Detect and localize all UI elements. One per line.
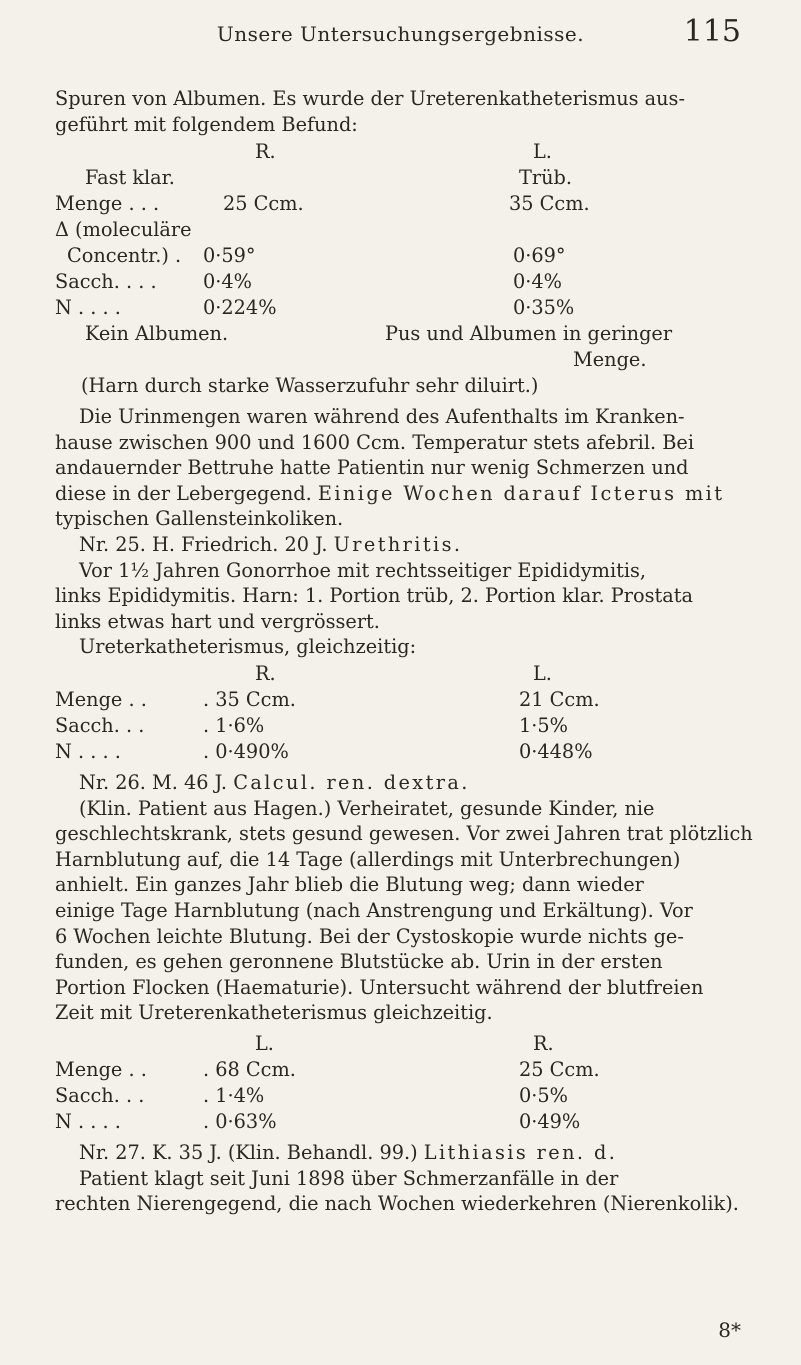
- paragraph-hospital-stay: [55, 404, 740, 532]
- spaced-text: Einige Wochen darauf Icterus mit: [317, 481, 725, 505]
- cell-left: . 35 Ccm.: [203, 688, 296, 711]
- row-label: N . . . .: [55, 1110, 121, 1133]
- cell-left: . 0·63%: [203, 1110, 277, 1133]
- text-line: Harnblutung auf, die 14 Tage (allerdings mit Unterbrechungen): [55, 847, 681, 871]
- text-span: diese in der Lebergegend.: [55, 481, 312, 505]
- table-row: [55, 1110, 755, 1136]
- column-header-right: L.: [533, 140, 552, 163]
- cell-left: . 68 Ccm.: [203, 1058, 296, 1081]
- row-label: Menge . . .: [55, 192, 160, 215]
- text-line: anhielt. Ein ganzes Jahr blieb die Blutung weg; dann wieder: [55, 873, 644, 897]
- table-header: [55, 662, 755, 688]
- table-row: [55, 218, 755, 244]
- cell-left: . 1·4%: [203, 1084, 265, 1107]
- table-row: [55, 714, 755, 740]
- cell-left: 25 Ccm.: [223, 192, 304, 215]
- cell-right: 0·49%: [519, 1110, 581, 1133]
- row-label: Menge . .: [55, 688, 147, 711]
- text-line: Ureterkatheterismus, gleichzeitig:: [79, 635, 417, 659]
- intro-paragraph: [55, 86, 740, 137]
- cell-right: Menge.: [573, 348, 647, 371]
- case-diagnosis: Calcul. ren. dextra.: [233, 771, 470, 794]
- case-diagnosis: Lithiasis ren. d.: [423, 1141, 618, 1164]
- cell-right: 35 Ccm.: [509, 192, 590, 215]
- page-header: [0, 14, 801, 54]
- signature-mark: 8*: [718, 1318, 741, 1342]
- case-heading: Nr. 27. K. 35 J. (Klin. Behandl. 99.): [79, 1141, 418, 1164]
- text-line: geschlechtskrank, stets gesund gewesen. Vor zwei Jahren trat plötzlich: [55, 822, 753, 846]
- text-line: Patient klagt seit Juni 1898 über Schmerzanfälle in der: [79, 1166, 619, 1190]
- text-line: rechten Nierengegend, die nach Wochen wiederkehren (Nierenkolik).: [55, 1192, 739, 1216]
- table-note: [55, 374, 755, 400]
- column-header-left: R.: [255, 662, 276, 685]
- table-row: [55, 270, 755, 296]
- table-row: [55, 296, 755, 322]
- table-row: [55, 688, 755, 714]
- case-25: [55, 532, 740, 660]
- row-label: Concentr.) .: [67, 244, 182, 267]
- case-26: [55, 770, 753, 1026]
- text-line: typischen Gallensteinkoliken.: [55, 507, 344, 531]
- text-line: Spuren von Albumen. Es wurde der Ureterenkatheterismus aus-: [55, 87, 685, 110]
- table-row: [55, 244, 755, 270]
- row-label: N . . . .: [55, 296, 121, 319]
- text-line: (Klin. Patient aus Hagen.) Verheiratet, gesunde Kinder, nie: [79, 796, 655, 820]
- case-heading: Nr. 26. M. 46 J.: [79, 771, 228, 794]
- table-row: [55, 1058, 755, 1084]
- row-label: Sacch. . . .: [55, 270, 157, 293]
- column-header-left: R.: [255, 140, 276, 163]
- table-row: [55, 166, 755, 192]
- cell-left: 0·59°: [203, 244, 256, 267]
- text-line: 6 Wochen leichte Blutung. Bei der Cystoskopie wurde nichts ge-: [55, 924, 684, 948]
- text-line: geführt mit folgendem Befund:: [55, 112, 358, 136]
- note-text: (Harn durch starke Wasserzufuhr sehr diluirt.): [81, 374, 539, 397]
- table-row: [55, 1084, 755, 1110]
- text-line: Portion Flocken (Haematurie). Untersucht während der blutfreien: [55, 975, 704, 999]
- column-header-right: L.: [533, 662, 552, 685]
- case-diagnosis: Urethritis.: [333, 533, 463, 556]
- cell-left: . 0·490%: [203, 740, 289, 763]
- table-row: [55, 740, 755, 766]
- text-line: Vor 1½ Jahren Gonorrhoe mit rechtsseitiger Epididymitis,: [79, 558, 647, 582]
- cell-right: 21 Ccm.: [519, 688, 600, 711]
- text-line: Die Urinmengen waren während des Aufenthalts im Kranken-: [79, 405, 685, 428]
- running-head: Unsere Untersuchungsergebnisse.: [216, 22, 585, 46]
- table-header: [55, 140, 755, 166]
- text-line: Zeit mit Ureterenkatheterismus gleichzeitig.: [55, 1001, 493, 1025]
- table-header: [55, 1032, 755, 1058]
- cell-right: Trüb.: [519, 166, 572, 189]
- row-label: N . . . .: [55, 740, 121, 763]
- cell-left: Fast klar.: [85, 166, 175, 189]
- cell-right: Pus und Albumen in geringer: [385, 322, 673, 345]
- cell-left: 0·224%: [203, 296, 277, 319]
- row-label: Menge . .: [55, 1058, 147, 1081]
- text-line: andauernder Bettruhe hatte Patientin nur wenig Schmerzen und: [55, 456, 689, 480]
- cell-right: 0·448%: [519, 740, 593, 763]
- table-row: [55, 322, 755, 348]
- table-row: [55, 192, 755, 218]
- page-number: 115: [683, 14, 741, 49]
- text-line: links Epididymitis. Harn: 1. Portion trüb, 2. Portion klar. Prostata: [55, 584, 693, 608]
- row-label: Sacch. . .: [55, 714, 145, 737]
- case-heading: Nr. 25. H. Friedrich. 20 J.: [79, 533, 328, 556]
- text-line: einige Tage Harnblutung (nach Anstrengung und Erkältung). Vor: [55, 898, 693, 922]
- cell-right: 0·35%: [513, 296, 575, 319]
- cell-right: 25 Ccm.: [519, 1058, 600, 1081]
- cell-right: 0·69°: [513, 244, 566, 267]
- cell-right: 0·5%: [519, 1084, 568, 1107]
- row-label: Sacch. . .: [55, 1084, 145, 1107]
- cell-left: Kein Albumen.: [85, 322, 229, 345]
- column-header-right: R.: [533, 1032, 554, 1055]
- text-line: funden, es gehen geronnene Blutstücke ab. Urin in der ersten: [55, 950, 663, 974]
- column-header-left: L.: [255, 1032, 274, 1055]
- table-row: [55, 348, 755, 374]
- cell-left: 0·4%: [203, 270, 252, 293]
- case-27: [55, 1140, 740, 1217]
- row-label: Δ (moleculäre: [55, 218, 192, 241]
- text-line: links etwas hart und vergrössert.: [55, 609, 380, 633]
- text-line: hause zwischen 900 und 1600 Ccm. Temperatur stets afebril. Bei: [55, 430, 694, 454]
- cell-left: . 1·6%: [203, 714, 265, 737]
- cell-right: 1·5%: [519, 714, 568, 737]
- cell-right: 0·4%: [513, 270, 562, 293]
